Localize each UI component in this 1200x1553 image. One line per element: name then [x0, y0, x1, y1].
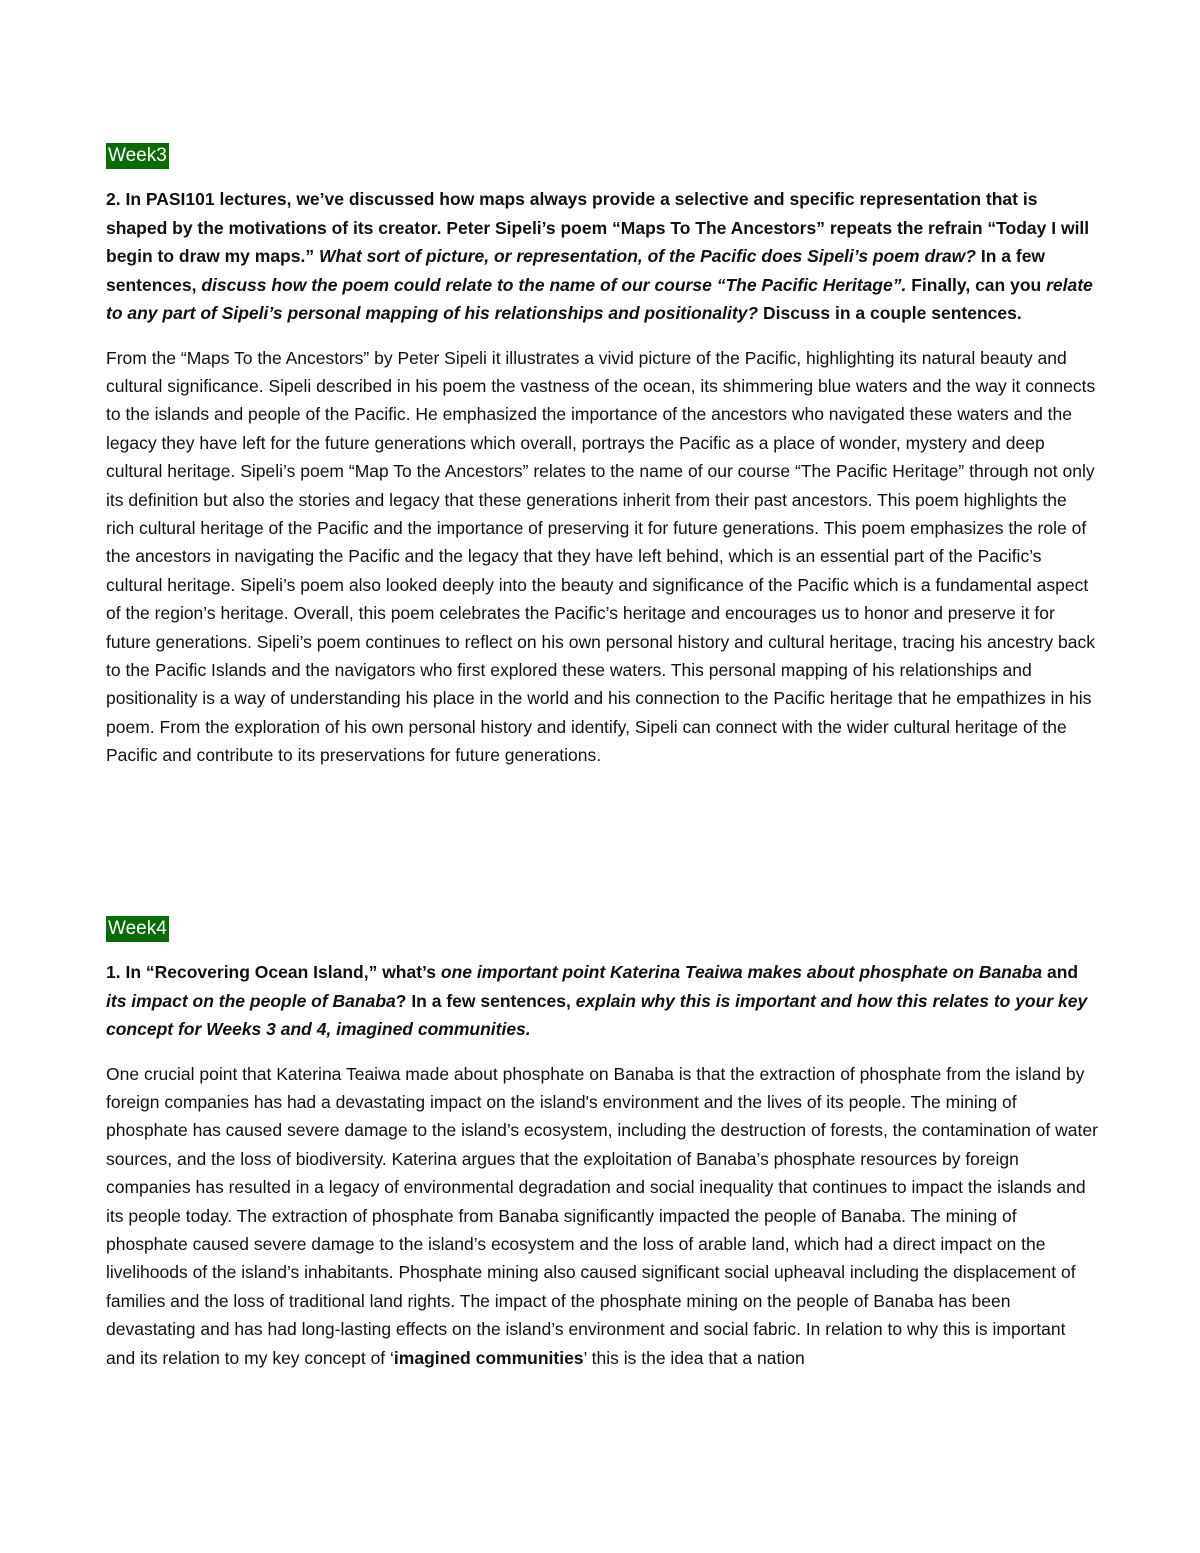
week4-answer — [106, 1060, 1098, 1372]
week4-label: Week4 — [106, 916, 169, 942]
week4-q-italic3: explain why this is important and how this relates to your key concept for Weeks 3 and 4, imagined communities. — [106, 990, 1088, 1039]
week4-section — [106, 916, 1098, 1372]
week3-q-part3: Finally, can you — [906, 274, 1047, 295]
week3-q-part1: 2. In PASI101 lectures, we’ve discussed how maps always provide a selective and specific representation that is shaped by the motivations of its creator. Peter Sipeli’s poem “Maps To The Ancestors” repeats the refrain “Today I will begin to draw my maps.” — [106, 189, 1090, 266]
week3-q-part2: In a few sentences, — [106, 246, 1046, 295]
week4-question — [106, 958, 1098, 1044]
week3-q-italic1: What sort of picture, or representation, of the Pacific does Sipeli’s poem draw? — [318, 246, 976, 266]
week3-section — [106, 143, 1098, 770]
week3-answer: From the “Maps To the Ancestors” by Peter Sipeli it illustrates a vivid picture of the Pacific, highlighting its natural beauty and cultural significance. Sipeli described in his poem the vastness of the ocean, its shimmering blue waters and the way it connects to the islands and people of the Pacific. He emphasized the importance of the ancestors who navigated these waters and the legacy they have left for the future generations which overall, portrays the Pacific as a place of wonder, mystery and deep cultural heritage. Sipeli’s poem “Map To the Ancestors” relates to the name of our course “The Pacific Heritage” through not only its definition but also the stories and legacy that these generations inherit from their past ancestors. This poem highlights the rich cultural heritage of the Pacific and the importance of preserving it for future generations. This poem emphasizes the role of the ancestors in navigating the Pacific and the legacy that they have left behind, which is an essential part of the Pacific’s cultural heritage. Sipeli’s poem also looked deeply into the beauty and significance of the Pacific which is a fundamental aspect of the region’s heritage. Overall, this poem celebrates the Pacific’s heritage and encourages us to honor and preserve it for future generations. Sipeli’s poem continues to reflect on his own personal history and cultural heritage, tracing his ancestry back to the Pacific Islands and the navigators who first explored these waters. This personal mapping of his relationships and positionality is a way of understanding his place in the world and his connection to the Pacific heritage that he empathizes in his poem. From the exploration of his own personal history and identify, Sipeli can connect with the wider cultural heritage of the Pacific and contribute to its preservations for future generations. — [106, 347, 1096, 766]
week4-answer-tail: ’ this is the idea that a nation — [583, 1347, 805, 1368]
week3-q-italic2: discuss how the poem could relate to the name of our course “The Pacific Heritage”. — [201, 274, 907, 295]
week4-answer-bold: imagined communities — [393, 1347, 584, 1368]
week4-q-part3: ? In a few sentences, — [395, 990, 576, 1011]
week3-q-italic3: relate to any part of Sipeli’s personal mapping of his relationships and positionality? — [106, 274, 1093, 323]
week3-q-part4: Discuss in a couple sentences. — [758, 303, 1022, 323]
week4-answer-text: One crucial point that Katerina Teaiwa made about phosphate on Banaba is that the extraction of phosphate from the island by foreign companies has had a devastating impact on the island's environment and the lives of its people. The mining of phosphate has caused severe damage to the island’s ecosystem, including the destruction of forests, the contamination of water sources, and the loss of biodiversity. Katerina argues that the exploitation of Banaba’s phosphate resources by foreign companies has resulted in a legacy of environmental degradation and social inequality that continues to impact the islands and its people today. The extraction of phosphate from Banaba significantly impacted the people of Banaba. The mining of phosphate caused severe damage to the island’s ecosystem and the loss of arable land, which had a direct impact on the livelihoods of the island’s inhabitants. Phosphate mining also caused significant social upheaval including the displacement of families and the loss of traditional land rights. The impact of the phosphate mining on the people of Banaba has been devastating and has had long-lasting effects on the island’s environment and social fabric. In relation to why this is important and its relation to my key concept of ‘ — [106, 1063, 1098, 1368]
week4-q-italic2: its impact on the people of Banaba — [106, 990, 396, 1011]
week3-question — [106, 185, 1098, 328]
week3-label: Week3 — [106, 143, 169, 169]
week4-q-part2: and — [1042, 962, 1079, 982]
week4-q-part1: 1. In “Recovering Ocean Island,” what’s — [106, 962, 441, 982]
week4-q-italic1: one important point Katerina Teaiwa makes about phosphate on Banaba — [440, 962, 1043, 982]
